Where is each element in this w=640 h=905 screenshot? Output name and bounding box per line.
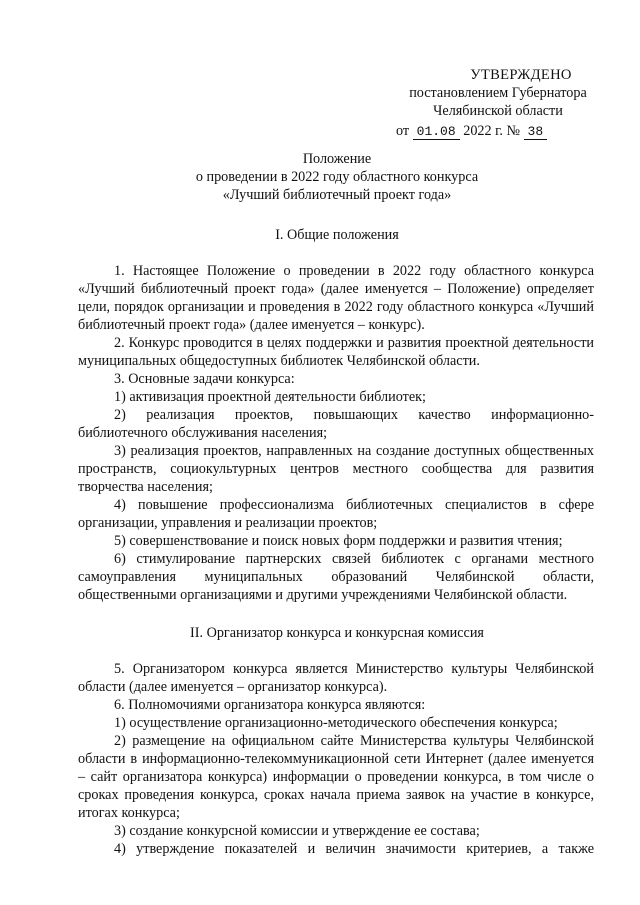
paragraph: 3. Основные задачи конкурса: xyxy=(114,371,295,387)
section-2-body xyxy=(78,660,594,858)
list-item: 3) создание конкурсной комиссии и утверждение ее состава; xyxy=(114,823,480,839)
approval-number-value: 38 xyxy=(524,124,548,140)
approval-date-value: 01.08 xyxy=(413,124,460,140)
approval-heading: УТВЕРЖДЕНО xyxy=(470,67,572,83)
list-item: 1) осуществление организационно-методического обеспечения конкурса; xyxy=(114,715,558,731)
approval-date-prefix: от xyxy=(396,123,410,139)
list-item: 3) реализация проектов, направленных на создание доступных общественных пространств, социокультурных центров местного сообщества для развития творчества населения; xyxy=(78,443,594,495)
approval-line-2: Челябинской области xyxy=(433,103,563,119)
paragraph: 2. Конкурс проводится в целях поддержки и развития проектной деятельности муниципальных общедоступных библиотек Челябинской области. xyxy=(78,335,594,369)
title-line-1: Положение xyxy=(302,151,372,167)
list-item: 4) утверждение показателей и величин значимости критериев, а также xyxy=(114,841,594,857)
title-line-2: о проведении в 2022 году областного конкурса xyxy=(195,169,479,185)
paragraph: 1. Настоящее Положение о проведении в 2022 году областного конкурса «Лучший библиотечный проект года» (далее именуется – Положение) определяет цели, порядок организации и проведения в 2022 году областного конкурса «Лучший библиотечный проект года» (далее именуется – конкурс). xyxy=(78,263,594,333)
section-2-heading: II. Организатор конкурса и конкурсная комиссия xyxy=(190,625,484,641)
approval-line-1: постановлением Губернатора xyxy=(409,85,587,101)
list-item: 4) повышение профессионализма библиотечных специалистов в сфере организации, управления и реализации проектов; xyxy=(78,497,594,531)
list-item: 5) совершенствование и поиск новых форм поддержки и развития чтения; xyxy=(114,533,563,549)
section-1-heading: I. Общие положения xyxy=(275,227,399,243)
list-item: 2) размещение на официальном сайте Министерства культуры Челябинской области в информационно-телекоммуникационной сети Интернет (далее именуется – сайт организатора конкурса) информации о проведении конкурса, в том числе о сроках проведения конкурса, сроках начала приема заявок на участие в конкурсе, итогах конкурса; xyxy=(78,733,594,821)
list-item: 1) активизация проектной деятельности библиотек; xyxy=(114,389,426,405)
approval-stamp xyxy=(388,66,608,141)
title-line-3: «Лучший библиотечный проект года» xyxy=(222,187,452,203)
list-item: 6) стимулирование партнерских связей библиотек с органами местного самоуправления муниципальных образований Челябинской области, общественными организациями и другими учреждениями Челябинской области. xyxy=(78,551,594,603)
approval-date-line xyxy=(388,122,608,141)
section-1-body xyxy=(78,262,594,604)
approval-date-suffix: 2022 г. № xyxy=(463,123,520,139)
paragraph: 6. Полномочиями организатора конкурса являются: xyxy=(114,697,426,713)
list-item: 2) реализация проектов, повышающих качество информационно-библиотечного обслуживания населения; xyxy=(78,407,594,441)
paragraph: 5. Организатором конкурса является Министерство культуры Челябинской области (далее именуется – организатор конкурса). xyxy=(78,661,594,695)
document-title xyxy=(80,150,594,204)
